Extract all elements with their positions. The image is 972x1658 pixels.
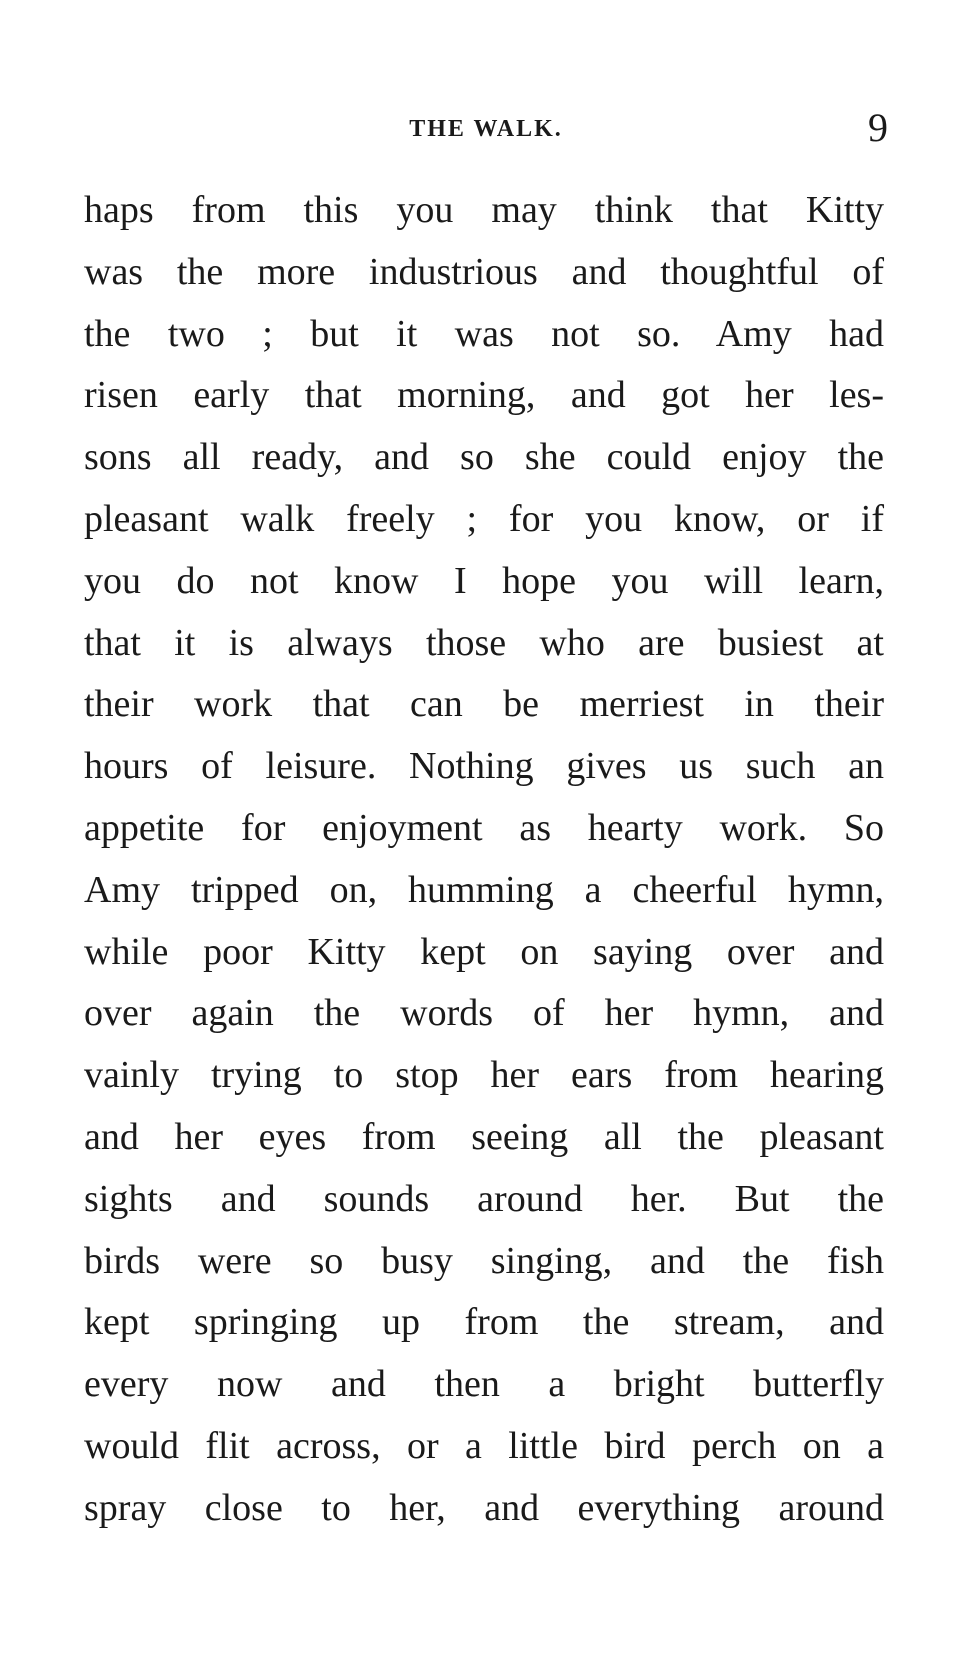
body-text xyxy=(84,180,884,1540)
running-head xyxy=(0,105,972,152)
text-line: spray close to her, and everything around xyxy=(84,1486,884,1529)
text-line: over again the words of her hymn, and xyxy=(84,992,884,1035)
text-line: hours of leisure. Nothing gives us such an xyxy=(84,745,884,788)
text-line: the two ; but it was not so. Amy had xyxy=(84,312,884,355)
text-line: every now and then a bright butterfly xyxy=(84,1363,884,1406)
text-line: birds were so busy singing, and the fish xyxy=(84,1239,884,1282)
page-number: 9 xyxy=(868,105,888,150)
text-line: you do not know I hope you will learn, xyxy=(84,559,884,602)
text-line: vainly trying to stop her ears from hearing xyxy=(84,1054,884,1097)
text-line: kept springing up from the stream, and xyxy=(84,1301,884,1344)
text-line: that it is always those who are busiest at xyxy=(84,621,884,664)
text-line: was the more industrious and thoughtful of xyxy=(84,250,884,293)
text-line: while poor Kitty kept on saying over and xyxy=(84,930,884,973)
text-line: and her eyes from seeing all the pleasant xyxy=(84,1115,884,1158)
text-line: risen early that morning, and got her les- xyxy=(84,374,884,417)
text-line: appetite for enjoyment as hearty work. So xyxy=(84,806,884,849)
text-line: would flit across, or a little bird perch on a xyxy=(84,1424,884,1467)
text-line: sights and sounds around her. But the xyxy=(84,1177,884,1220)
running-title: THE WALK. xyxy=(409,116,563,142)
text-line: sons all ready, and so she could enjoy the xyxy=(84,436,884,479)
text-line: their work that can be merriest in their xyxy=(84,683,884,726)
text-line: Amy tripped on, humming a cheerful hymn, xyxy=(84,868,884,911)
text-line: pleasant walk freely ; for you know, or if xyxy=(84,497,884,540)
text-line: haps from this you may think that Kitty xyxy=(84,189,884,231)
